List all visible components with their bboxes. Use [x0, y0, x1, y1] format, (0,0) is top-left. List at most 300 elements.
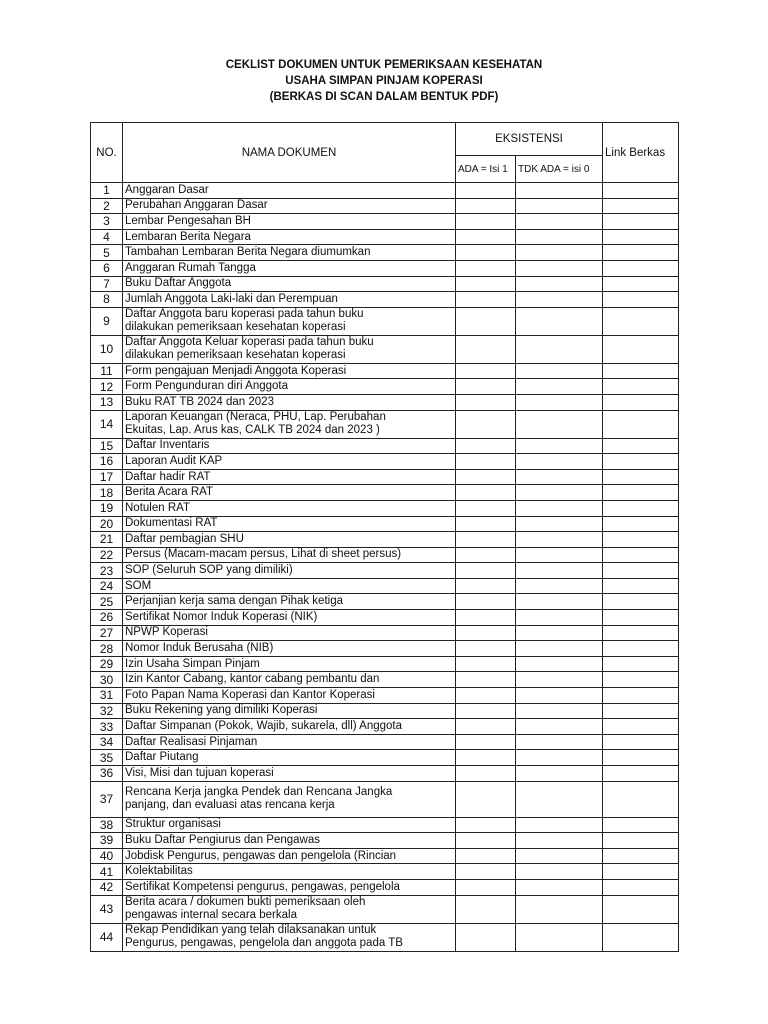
document-name-line: Persus (Macam-macam persus, Lihat di sheet persus): [125, 548, 402, 561]
document-name-line: Tambahan Lembaran Berita Negara diumumkan: [125, 246, 371, 259]
tdk-ada-cell[interactable]: [516, 625, 603, 641]
header-tdk-ada: TDK ADA = isi 0: [516, 156, 603, 183]
table-row: [91, 578, 679, 594]
ada-cell[interactable]: [456, 750, 516, 766]
table-row: [91, 454, 679, 470]
row-number: 42: [91, 879, 123, 895]
ada-cell[interactable]: [456, 563, 516, 579]
table-row: [91, 781, 679, 817]
ada-cell[interactable]: [456, 719, 516, 735]
document-name: [123, 516, 456, 532]
ada-cell[interactable]: [456, 516, 516, 532]
document-name: [123, 734, 456, 750]
table-row: [91, 848, 679, 864]
ada-cell[interactable]: [456, 594, 516, 610]
tdk-ada-cell[interactable]: [516, 229, 603, 245]
link-berkas-cell[interactable]: [603, 817, 679, 833]
row-number: 1: [91, 183, 123, 199]
ada-cell[interactable]: [456, 183, 516, 199]
document-name: [123, 214, 456, 230]
document-name: [123, 260, 456, 276]
link-berkas-cell[interactable]: [603, 307, 679, 335]
table-row: [91, 703, 679, 719]
document-name-line: Buku RAT TB 2024 dan 2023: [125, 395, 274, 408]
table-row: [91, 895, 679, 923]
tdk-ada-cell[interactable]: [516, 578, 603, 594]
tdk-ada-cell[interactable]: [516, 485, 603, 501]
document-name: [123, 379, 456, 395]
ada-cell[interactable]: [456, 703, 516, 719]
link-berkas-cell[interactable]: [603, 563, 679, 579]
ada-cell[interactable]: [456, 610, 516, 626]
ada-cell[interactable]: [456, 379, 516, 395]
document-name: [123, 276, 456, 292]
table-row: [91, 817, 679, 833]
ada-cell[interactable]: [456, 363, 516, 379]
document-name: [123, 656, 456, 672]
link-berkas-cell[interactable]: [603, 578, 679, 594]
ada-cell[interactable]: [456, 578, 516, 594]
link-berkas-cell[interactable]: [603, 229, 679, 245]
table-row: [91, 833, 679, 849]
document-name-line: Izin Kantor Cabang, kantor cabang pembantu dan: [125, 673, 380, 686]
document-name: [123, 879, 456, 895]
document-subtitle: USAHA SIMPAN PINJAM KOPERASI: [285, 75, 483, 87]
ada-cell[interactable]: [456, 410, 516, 438]
document-name: [123, 923, 456, 951]
link-berkas-cell[interactable]: [603, 335, 679, 363]
table-row: [91, 410, 679, 438]
document-name: [123, 610, 456, 626]
document-name: [123, 469, 456, 485]
ada-cell[interactable]: [456, 532, 516, 548]
document-name: [123, 394, 456, 410]
document-name-line: Notulen RAT: [125, 501, 190, 514]
tdk-ada-cell[interactable]: [516, 394, 603, 410]
document-name: [123, 750, 456, 766]
tdk-ada-cell[interactable]: [516, 379, 603, 395]
document-name: [123, 672, 456, 688]
document-name-line: Nomor Induk Berusaha (NIB): [125, 642, 274, 655]
tdk-ada-cell[interactable]: [516, 214, 603, 230]
table-row: [91, 245, 679, 261]
tdk-ada-cell[interactable]: [516, 563, 603, 579]
document-name: [123, 183, 456, 199]
tdk-ada-cell[interactable]: [516, 307, 603, 335]
table-row: [91, 656, 679, 672]
row-number: 33: [91, 719, 123, 735]
table-row: [91, 864, 679, 880]
document-note: (BERKAS DI SCAN DALAM BENTUK PDF): [269, 91, 499, 103]
document-name: [123, 641, 456, 657]
tdk-ada-cell[interactable]: [516, 766, 603, 782]
ada-cell[interactable]: [456, 469, 516, 485]
ada-cell[interactable]: [456, 307, 516, 335]
document-name: [123, 817, 456, 833]
document-name: [123, 594, 456, 610]
document-name: [123, 438, 456, 454]
ada-cell[interactable]: [456, 485, 516, 501]
document-name-line: Berita Acara RAT: [125, 486, 213, 499]
tdk-ada-cell[interactable]: [516, 547, 603, 563]
table-row: [91, 547, 679, 563]
table-row: [91, 688, 679, 704]
ada-cell[interactable]: [456, 672, 516, 688]
table-row: [91, 923, 679, 951]
tdk-ada-cell[interactable]: [516, 245, 603, 261]
header-link-berkas: Link Berkas: [603, 123, 679, 183]
tdk-ada-cell[interactable]: [516, 500, 603, 516]
table-row: [91, 183, 679, 199]
document-name-line: Daftar Piutang: [125, 751, 199, 764]
table-row: [91, 307, 679, 335]
row-number: 28: [91, 641, 123, 657]
table-row: [91, 641, 679, 657]
row-number: 27: [91, 625, 123, 641]
tdk-ada-cell[interactable]: [516, 750, 603, 766]
row-number: 30: [91, 672, 123, 688]
ada-cell[interactable]: [456, 500, 516, 516]
ada-cell[interactable]: [456, 688, 516, 704]
document-name: [123, 895, 456, 923]
link-berkas-cell[interactable]: [603, 454, 679, 470]
link-berkas-cell[interactable]: [603, 703, 679, 719]
row-number: 38: [91, 817, 123, 833]
tdk-ada-cell[interactable]: [516, 276, 603, 292]
link-berkas-cell[interactable]: [603, 500, 679, 516]
link-berkas-cell[interactable]: [603, 688, 679, 704]
tdk-ada-cell[interactable]: [516, 864, 603, 880]
header-no: NO.: [91, 123, 123, 183]
link-berkas-cell[interactable]: [603, 848, 679, 864]
document-name: [123, 245, 456, 261]
row-number: 5: [91, 245, 123, 261]
document-name: [123, 688, 456, 704]
table-row: [91, 260, 679, 276]
ada-cell[interactable]: [456, 656, 516, 672]
document-name-line: Jumlah Anggota Laki-laki dan Perempuan: [125, 292, 338, 305]
document-name-line: Jobdisk Pengurus, pengawas dan pengelola (Rincian: [125, 849, 397, 862]
tdk-ada-cell[interactable]: [516, 292, 603, 308]
link-berkas-cell[interactable]: [603, 594, 679, 610]
ada-cell[interactable]: [456, 292, 516, 308]
document-name: [123, 833, 456, 849]
row-number: 26: [91, 610, 123, 626]
ada-cell[interactable]: [456, 394, 516, 410]
document-name: [123, 703, 456, 719]
link-berkas-cell[interactable]: [603, 781, 679, 817]
link-berkas-cell[interactable]: [603, 672, 679, 688]
row-number: 7: [91, 276, 123, 292]
tdk-ada-cell[interactable]: [516, 335, 603, 363]
document-name: [123, 781, 456, 817]
table-row: [91, 335, 679, 363]
link-berkas-cell[interactable]: [603, 245, 679, 261]
ada-cell[interactable]: [456, 260, 516, 276]
row-number: 29: [91, 656, 123, 672]
document-name: [123, 766, 456, 782]
tdk-ada-cell[interactable]: [516, 260, 603, 276]
ada-cell[interactable]: [456, 734, 516, 750]
link-berkas-cell[interactable]: [603, 198, 679, 214]
table-row: [91, 610, 679, 626]
link-berkas-cell[interactable]: [603, 833, 679, 849]
ada-cell[interactable]: [456, 864, 516, 880]
document-name: [123, 500, 456, 516]
row-number: 21: [91, 532, 123, 548]
ada-cell[interactable]: [456, 817, 516, 833]
link-berkas-cell[interactable]: [603, 260, 679, 276]
row-number: 3: [91, 214, 123, 230]
document-name-line: SOM: [125, 579, 152, 592]
document-name-line: Form Pengunduran diri Anggota: [125, 380, 289, 393]
link-berkas-cell[interactable]: [603, 214, 679, 230]
document-name-line: Lembar Pengesahan BH: [125, 214, 251, 227]
document-name: [123, 848, 456, 864]
tdk-ada-cell[interactable]: [516, 719, 603, 735]
tdk-ada-cell[interactable]: [516, 438, 603, 454]
table-row: [91, 594, 679, 610]
ada-cell[interactable]: [456, 229, 516, 245]
tdk-ada-cell[interactable]: [516, 703, 603, 719]
table-row: [91, 276, 679, 292]
tdk-ada-cell[interactable]: [516, 363, 603, 379]
ada-cell[interactable]: [456, 833, 516, 849]
document-name: [123, 532, 456, 548]
document-name-line: Berita acara / dokumen bukti pemeriksaan oleh: [125, 896, 366, 909]
document-name-line: panjang, dan evaluasi atas rencana kerja: [125, 799, 335, 812]
tdk-ada-cell[interactable]: [516, 594, 603, 610]
row-number: 16: [91, 454, 123, 470]
table-row: [91, 516, 679, 532]
link-berkas-cell[interactable]: [603, 641, 679, 657]
document-name-line: Daftar Anggota Keluar koperasi pada tahun buku: [125, 336, 374, 349]
document-name-line: Daftar pembagian SHU: [125, 532, 244, 545]
ada-cell[interactable]: [456, 198, 516, 214]
row-number: 37: [91, 781, 123, 817]
link-berkas-cell[interactable]: [603, 485, 679, 501]
table-row: [91, 379, 679, 395]
tdk-ada-cell[interactable]: [516, 848, 603, 864]
table-row: [91, 229, 679, 245]
tdk-ada-cell[interactable]: [516, 516, 603, 532]
ada-cell[interactable]: [456, 438, 516, 454]
document-name-line: Pengurus, pengawas, pengelola dan anggota pada TB: [125, 937, 403, 950]
tdk-ada-cell[interactable]: [516, 672, 603, 688]
document-name-line: NPWP Koperasi: [125, 626, 208, 639]
table-row: [91, 394, 679, 410]
table-row: [91, 625, 679, 641]
document-name: [123, 410, 456, 438]
tdk-ada-cell[interactable]: [516, 833, 603, 849]
row-number: 4: [91, 229, 123, 245]
document-name: [123, 292, 456, 308]
link-berkas-cell[interactable]: [603, 719, 679, 735]
link-berkas-cell[interactable]: [603, 734, 679, 750]
link-berkas-cell[interactable]: [603, 923, 679, 951]
link-berkas-cell[interactable]: [603, 410, 679, 438]
document-name-line: Rekap Pendidikan yang telah dilaksanakan untuk: [125, 924, 377, 937]
header-eksistensi: EKSISTENSI: [456, 123, 603, 156]
checklist-rows: [91, 183, 679, 952]
ada-cell[interactable]: [456, 848, 516, 864]
row-number: 9: [91, 307, 123, 335]
header-nama-dokumen: NAMA DOKUMEN: [123, 123, 456, 183]
ada-cell[interactable]: [456, 335, 516, 363]
ada-cell[interactable]: [456, 276, 516, 292]
document-name-line: Sertifikat Nomor Induk Koperasi (NIK): [125, 610, 318, 623]
ada-cell[interactable]: [456, 879, 516, 895]
link-berkas-cell[interactable]: [603, 547, 679, 563]
document-name-line: Kolektabilitas: [125, 865, 193, 878]
link-berkas-cell[interactable]: [603, 625, 679, 641]
document-name-line: Perjanjian kerja sama dengan Pihak ketiga: [125, 595, 343, 608]
tdk-ada-cell[interactable]: [516, 734, 603, 750]
table-row: [91, 719, 679, 735]
checklist-table: [90, 122, 679, 952]
row-number: 23: [91, 563, 123, 579]
link-berkas-cell[interactable]: [603, 750, 679, 766]
ada-cell[interactable]: [456, 245, 516, 261]
table-row: [91, 292, 679, 308]
tdk-ada-cell[interactable]: [516, 610, 603, 626]
link-berkas-cell[interactable]: [603, 276, 679, 292]
document-title: CEKLIST DOKUMEN UNTUK PEMERIKSAAN KESEHATAN: [225, 59, 543, 71]
document-name-line: Foto Papan Nama Koperasi dan Kantor Koperasi: [125, 688, 375, 701]
document-name-line: dilakukan pemeriksaan kesehatan koperasi: [125, 349, 346, 362]
tdk-ada-cell[interactable]: [516, 656, 603, 672]
document-name-line: Anggaran Rumah Tangga: [125, 261, 256, 274]
tdk-ada-cell[interactable]: [516, 183, 603, 199]
link-berkas-cell[interactable]: [603, 610, 679, 626]
document-name: [123, 198, 456, 214]
document-name-line: Daftar Simpanan (Pokok, Wajib, sukarela, dll) Anggota: [125, 720, 402, 733]
document-name: [123, 363, 456, 379]
row-number: 35: [91, 750, 123, 766]
document-name-line: Sertifikat Kompetensi pengurus, pengawas, pengelola: [125, 880, 400, 893]
row-number: 44: [91, 923, 123, 951]
row-number: 19: [91, 500, 123, 516]
document-name-line: Laporan Audit KAP: [125, 454, 223, 467]
document-name: [123, 229, 456, 245]
row-number: 22: [91, 547, 123, 563]
row-number: 15: [91, 438, 123, 454]
row-number: 14: [91, 410, 123, 438]
row-number: 13: [91, 394, 123, 410]
document-name-line: pengawas internal secara berkala: [125, 909, 297, 922]
table-row: [91, 438, 679, 454]
ada-cell[interactable]: [456, 766, 516, 782]
row-number: 40: [91, 848, 123, 864]
tdk-ada-cell[interactable]: [516, 923, 603, 951]
ada-cell[interactable]: [456, 895, 516, 923]
tdk-ada-cell[interactable]: [516, 410, 603, 438]
row-number: 36: [91, 766, 123, 782]
document-name: [123, 864, 456, 880]
tdk-ada-cell[interactable]: [516, 895, 603, 923]
ada-cell[interactable]: [456, 454, 516, 470]
ada-cell[interactable]: [456, 781, 516, 817]
link-berkas-cell[interactable]: [603, 292, 679, 308]
document-name-line: Ekuitas, Lap. Arus kas, CALK TB 2024 dan 2023 ): [125, 424, 380, 437]
document-name-line: Visi, Misi dan tujuan koperasi: [125, 766, 274, 779]
link-berkas-cell[interactable]: [603, 656, 679, 672]
table-row: [91, 734, 679, 750]
row-number: 25: [91, 594, 123, 610]
tdk-ada-cell[interactable]: [516, 688, 603, 704]
ada-cell[interactable]: [456, 923, 516, 951]
link-berkas-cell[interactable]: [603, 532, 679, 548]
tdk-ada-cell[interactable]: [516, 469, 603, 485]
tdk-ada-cell[interactable]: [516, 198, 603, 214]
tdk-ada-cell[interactable]: [516, 532, 603, 548]
table-row: [91, 198, 679, 214]
table-row: [91, 469, 679, 485]
table-row: [91, 500, 679, 516]
link-berkas-cell[interactable]: [603, 394, 679, 410]
link-berkas-cell[interactable]: [603, 183, 679, 199]
row-number: 10: [91, 335, 123, 363]
document-name-line: Laporan Keuangan (Neraca, PHU, Lap. Perubahan: [125, 411, 386, 424]
document-name-line: Daftar Anggota baru koperasi pada tahun buku: [125, 308, 364, 321]
document-name: [123, 578, 456, 594]
document-name: [123, 625, 456, 641]
tdk-ada-cell[interactable]: [516, 641, 603, 657]
link-berkas-cell[interactable]: [603, 766, 679, 782]
row-number: 11: [91, 363, 123, 379]
document-name-line: dilakukan pemeriksaan kesehatan koperasi: [125, 321, 346, 334]
table-row: [91, 750, 679, 766]
row-number: 12: [91, 379, 123, 395]
ada-cell[interactable]: [456, 641, 516, 657]
link-berkas-cell[interactable]: [603, 469, 679, 485]
table-row: [91, 879, 679, 895]
row-number: 41: [91, 864, 123, 880]
row-number: 39: [91, 833, 123, 849]
document-name: [123, 563, 456, 579]
link-berkas-cell[interactable]: [603, 516, 679, 532]
tdk-ada-cell[interactable]: [516, 781, 603, 817]
tdk-ada-cell[interactable]: [516, 879, 603, 895]
ada-cell[interactable]: [456, 214, 516, 230]
link-berkas-cell[interactable]: [603, 895, 679, 923]
table-row: [91, 672, 679, 688]
link-berkas-cell[interactable]: [603, 864, 679, 880]
link-berkas-cell[interactable]: [603, 879, 679, 895]
document-name-line: Daftar Inventaris: [125, 439, 210, 452]
document-name-line: Lembaran Berita Negara: [125, 230, 251, 243]
document-name: [123, 719, 456, 735]
document-name-line: Buku Daftar Pengiurus dan Pengawas: [125, 833, 320, 846]
ada-cell[interactable]: [456, 625, 516, 641]
row-number: 8: [91, 292, 123, 308]
document-name-line: Form pengajuan Menjadi Anggota Koperasi: [125, 364, 347, 377]
tdk-ada-cell[interactable]: [516, 454, 603, 470]
document-name-line: Izin Usaha Simpan Pinjam: [125, 657, 260, 670]
row-number: 17: [91, 469, 123, 485]
document-name: [123, 335, 456, 363]
ada-cell[interactable]: [456, 547, 516, 563]
row-number: 34: [91, 734, 123, 750]
tdk-ada-cell[interactable]: [516, 817, 603, 833]
table-row: [91, 214, 679, 230]
document-name-line: Daftar hadir RAT: [125, 470, 211, 483]
link-berkas-cell[interactable]: [603, 379, 679, 395]
document-name-line: Buku Daftar Anggota: [125, 277, 232, 290]
link-berkas-cell[interactable]: [603, 363, 679, 379]
document-name: [123, 307, 456, 335]
link-berkas-cell[interactable]: [603, 438, 679, 454]
